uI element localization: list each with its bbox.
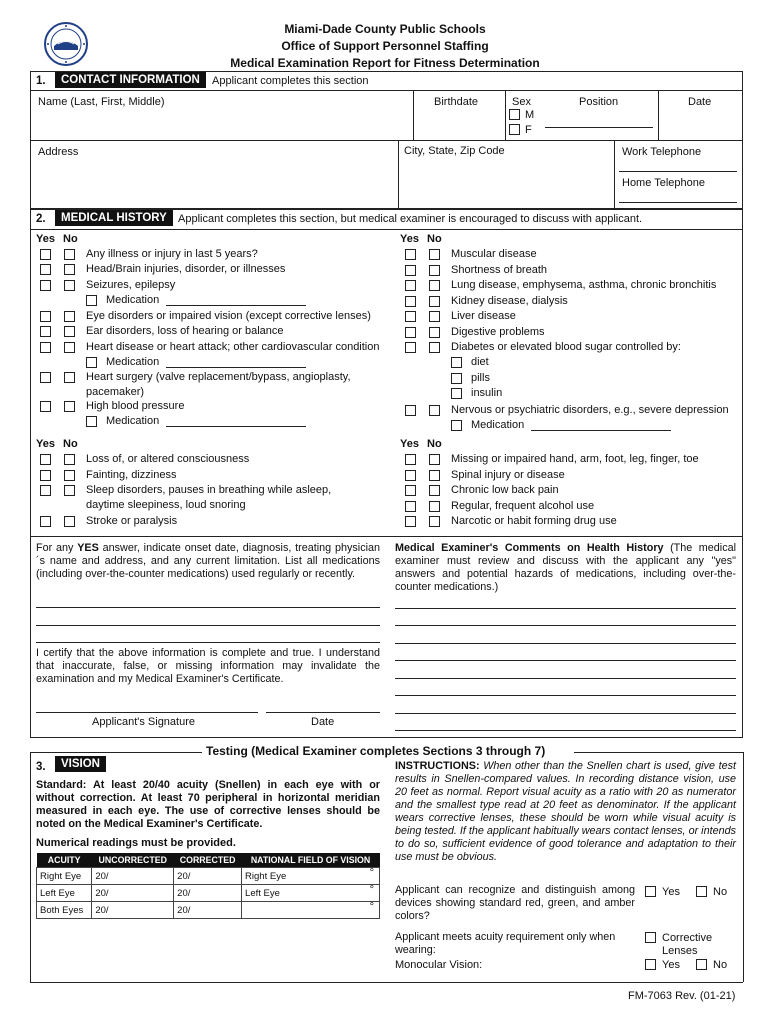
no-checkbox[interactable] bbox=[64, 485, 75, 496]
monocular-yes-label: Yes bbox=[662, 959, 680, 971]
explanation-line[interactable] bbox=[36, 642, 380, 643]
examiner-comment-line[interactable] bbox=[395, 625, 736, 626]
yes-checkbox[interactable] bbox=[40, 401, 51, 412]
no-checkbox[interactable] bbox=[64, 454, 75, 465]
vision-row bbox=[37, 885, 380, 902]
no-checkbox[interactable] bbox=[429, 342, 440, 353]
medication-checkbox[interactable] bbox=[86, 295, 97, 306]
no-checkbox[interactable] bbox=[429, 280, 440, 291]
condition-label: Narcotic or habit forming drug use bbox=[451, 515, 617, 527]
corrective-lenses-checkbox[interactable] bbox=[645, 932, 656, 943]
condition-label: Ear disorders, loss of hearing or balance bbox=[86, 325, 284, 337]
color-no-checkbox[interactable] bbox=[696, 886, 707, 897]
no-checkbox[interactable] bbox=[64, 401, 75, 412]
condition-label: Regular, frequent alcohol use bbox=[451, 499, 595, 512]
sex-f-checkbox[interactable] bbox=[509, 124, 520, 135]
yes-checkbox[interactable] bbox=[405, 470, 416, 481]
org-name: Miami-Dade County Public Schools bbox=[284, 22, 486, 36]
yes-checkbox[interactable] bbox=[405, 311, 416, 322]
condition-label: Eye disorders or impaired vision (except corrective lenses) bbox=[86, 310, 371, 322]
yes-checkbox[interactable] bbox=[405, 342, 416, 353]
no-checkbox[interactable] bbox=[64, 516, 75, 527]
home-phone-label: Home Telephone bbox=[622, 177, 705, 189]
acuity-cell: Both Eyes bbox=[37, 902, 92, 919]
name-label: Name (Last, First, Middle) bbox=[38, 96, 165, 108]
no-checkbox[interactable] bbox=[429, 296, 440, 307]
condition-label: Shortness of breath bbox=[451, 263, 548, 276]
vision-instructions: INSTRUCTIONS: When other than the Snellen chart is used, give test results in Snellen-compared values. In recording distance vision, use 20 feet as normal. Report visual acuity as a ratio with 20 as numerator and the smallest type read at 20 feet as denominator. If the applicant wears corrective lenses, these should be worn while visual acuity is being tested. If the applicant habitually wears contact lenses, or intends to do so, sufficient evidence of good tolerance and adaptation to their use must be obvious. bbox=[395, 760, 736, 863]
yes-checkbox[interactable] bbox=[405, 265, 416, 276]
section-2-note: Applicant completes this section, but medical examiner is encouraged to discuss with applicant. bbox=[178, 213, 643, 225]
no-checkbox[interactable] bbox=[429, 327, 440, 338]
diabetes-sub-label: insulin bbox=[471, 387, 503, 399]
no-header: No bbox=[63, 438, 78, 450]
condition-label: Spinal injury or disease bbox=[451, 468, 565, 481]
condition-label: Heart disease or heart attack; other cardiovascular condition bbox=[86, 341, 380, 353]
vision-row bbox=[37, 902, 380, 919]
position-field[interactable] bbox=[545, 127, 653, 128]
vision-table bbox=[36, 853, 380, 919]
medication-checkbox[interactable] bbox=[86, 357, 97, 368]
examiner-comment-line[interactable] bbox=[395, 678, 736, 679]
degree-symbol: ° bbox=[369, 867, 374, 879]
examiner-comment-line[interactable] bbox=[395, 730, 736, 731]
yes-checkbox[interactable] bbox=[40, 280, 51, 291]
yes-checkbox[interactable] bbox=[40, 249, 51, 260]
yes-checkbox[interactable] bbox=[405, 485, 416, 496]
form-title: Medical Examination Report for Fitness Determination bbox=[230, 56, 540, 70]
col-corrected: CORRECTED bbox=[174, 853, 242, 868]
no-checkbox[interactable] bbox=[429, 265, 440, 276]
degree-symbol: ° bbox=[369, 884, 374, 896]
no-checkbox[interactable] bbox=[429, 501, 440, 512]
degree-symbol: ° bbox=[369, 901, 374, 913]
explanation-line[interactable] bbox=[36, 625, 380, 626]
applicant-signature-field[interactable] bbox=[36, 712, 258, 713]
field-cell[interactable]: Left Eye ° bbox=[242, 885, 380, 902]
condition-label: Any illness or injury in last 5 years? bbox=[86, 248, 258, 260]
medication-field[interactable] bbox=[531, 430, 671, 431]
no-checkbox[interactable] bbox=[64, 280, 75, 291]
no-checkbox[interactable] bbox=[429, 485, 440, 496]
corrected-cell[interactable]: 20/ bbox=[174, 902, 242, 919]
no-header: No bbox=[63, 233, 78, 245]
no-checkbox[interactable] bbox=[64, 264, 75, 275]
condition-label: Nervous or psychiatric disorders, e.g., severe depression bbox=[451, 404, 729, 416]
field-cell[interactable] bbox=[242, 902, 380, 919]
vision-standard: Standard: At least 20/40 acuity (Snellen) in each eye with or without correction. At least 70 peripheral in horizontal meridian measured in each eye. The use of corrective lenses should be noted on the Medical Examiner's Certificate. bbox=[36, 779, 380, 830]
condition-label: Loss of, or altered consciousness bbox=[86, 453, 250, 465]
examiner-comment-line[interactable] bbox=[395, 695, 736, 696]
yes-checkbox[interactable] bbox=[40, 516, 51, 527]
uncorrected-cell[interactable]: 20/ bbox=[92, 885, 174, 902]
no-checkbox[interactable] bbox=[429, 249, 440, 260]
no-checkbox[interactable] bbox=[429, 470, 440, 481]
section-3-title: VISION bbox=[55, 756, 106, 772]
sex-label: Sex bbox=[512, 96, 531, 108]
condition-label: Missing or impaired hand, arm, foot, leg, finger, toe bbox=[451, 453, 699, 465]
yes-checkbox[interactable] bbox=[405, 249, 416, 260]
medication-label: Medication bbox=[106, 415, 160, 427]
numerical-readings-note: Numerical readings must be provided. bbox=[36, 837, 236, 849]
sex-f-label: F bbox=[525, 124, 532, 136]
col-field-of-vision: NATIONAL FIELD OF VISION bbox=[242, 853, 380, 868]
yes-checkbox[interactable] bbox=[40, 326, 51, 337]
examiner-comment-line[interactable] bbox=[395, 608, 736, 609]
condition-label: Head/Brain injuries, disorder, or illnesses bbox=[86, 263, 286, 275]
diabetes-sub-checkbox[interactable] bbox=[451, 357, 462, 368]
no-checkbox[interactable] bbox=[429, 516, 440, 527]
work-phone-field[interactable] bbox=[619, 171, 737, 172]
sex-m-label: M bbox=[525, 109, 535, 121]
condition-label: Digestive problems bbox=[451, 325, 545, 338]
section-1-note: Applicant completes this section bbox=[212, 75, 369, 87]
examiner-comment-line[interactable] bbox=[395, 643, 736, 644]
condition-label: daytime sleepiness, loud snoring bbox=[86, 499, 246, 511]
corrective-label: Corrective bbox=[662, 932, 713, 944]
corrected-cell[interactable]: 20/ bbox=[174, 868, 242, 885]
medication-checkbox[interactable] bbox=[451, 420, 462, 431]
yes-checkbox[interactable] bbox=[405, 454, 416, 465]
address-label: Address bbox=[38, 146, 79, 158]
diabetes-sub-label: pills bbox=[471, 371, 490, 384]
condition-label: Chronic low back pain bbox=[451, 484, 559, 496]
birthdate-label: Birthdate bbox=[434, 96, 479, 108]
color-no-label: No bbox=[713, 886, 728, 898]
corrected-cell[interactable]: 20/ bbox=[174, 885, 242, 902]
examiner-comments-instructions: Medical Examiner's Comments on Health History (The medical examiner must review and discuss with the applicant any "yes" answers and potential hazards of medications, including over-the-counter medications.) bbox=[395, 542, 737, 593]
city-label: City, State, Zip Code bbox=[404, 145, 505, 157]
yes-answer-instructions: For any YES answer, indicate onset date, diagnosis, treating physician´s name and address, and any current limitation. List all medications (including over-the-counter medications) used regularly or recently. bbox=[36, 542, 380, 580]
condition-label: Heart surgery (valve replacement/bypass, angioplasty, bbox=[86, 371, 351, 383]
no-checkbox[interactable] bbox=[64, 249, 75, 260]
uncorrected-cell[interactable]: 20/ bbox=[92, 868, 174, 885]
condition-label: Stroke or paralysis bbox=[86, 515, 178, 527]
monocular-yes-checkbox[interactable] bbox=[645, 959, 656, 970]
medication-field[interactable] bbox=[166, 305, 306, 306]
condition-label: Diabetes or elevated blood sugar controlled by: bbox=[451, 341, 681, 353]
acuity-cell: Left Eye bbox=[37, 885, 92, 902]
no-header: No bbox=[427, 438, 442, 450]
yes-checkbox[interactable] bbox=[40, 311, 51, 322]
section-2-number: 2. bbox=[36, 213, 46, 225]
medication-label: Medication bbox=[471, 419, 525, 431]
yes-checkbox[interactable] bbox=[405, 280, 416, 291]
form-number: FM-7063 Rev. (01-21) bbox=[628, 990, 736, 1002]
yes-checkbox[interactable] bbox=[405, 327, 416, 338]
medication-field[interactable] bbox=[166, 367, 306, 368]
condition-label: Liver disease bbox=[451, 310, 516, 322]
yes-checkbox[interactable] bbox=[40, 372, 51, 383]
vision-row bbox=[37, 868, 380, 885]
certification-text: I certify that the above information is complete and true. I understand that inaccurate, false, or missing information may invalidate the examination and my Medical Examiner's Certificate. bbox=[36, 647, 380, 685]
acuity-cell: Right Eye bbox=[37, 868, 92, 885]
condition-label: High blood pressure bbox=[86, 400, 185, 412]
condition-label: Lung disease, emphysema, asthma, chronic bronchitis bbox=[451, 279, 717, 291]
condition-label: Kidney disease, dialysis bbox=[451, 294, 568, 307]
signature-date-label: Date bbox=[311, 716, 335, 728]
medication-field[interactable] bbox=[166, 426, 306, 427]
condition-label: Fainting, dizziness bbox=[86, 469, 177, 481]
medication-checkbox[interactable] bbox=[86, 416, 97, 427]
examiner-comment-line[interactable] bbox=[395, 713, 736, 714]
condition-label: Muscular disease bbox=[451, 248, 537, 260]
yes-checkbox[interactable] bbox=[405, 405, 416, 416]
yes-checkbox[interactable] bbox=[40, 470, 51, 481]
monocular-no-label: No bbox=[713, 959, 728, 971]
home-phone-field[interactable] bbox=[619, 202, 737, 203]
no-checkbox[interactable] bbox=[429, 405, 440, 416]
no-checkbox[interactable] bbox=[64, 311, 75, 322]
explanation-line[interactable] bbox=[36, 607, 380, 608]
acuity-question: Applicant meets acuity requirement only when wearing: bbox=[395, 931, 616, 956]
color-yes-label: Yes bbox=[662, 886, 680, 898]
color-yes-checkbox[interactable] bbox=[645, 886, 656, 897]
field-cell[interactable]: Right Eye ° bbox=[242, 868, 380, 885]
yes-checkbox[interactable] bbox=[40, 264, 51, 275]
signature-date-field[interactable] bbox=[266, 712, 380, 713]
date-label: Date bbox=[688, 96, 712, 108]
section-1-number: 1. bbox=[36, 75, 46, 87]
sex-m-checkbox[interactable] bbox=[509, 109, 520, 120]
no-checkbox[interactable] bbox=[64, 372, 75, 383]
monocular-label: Monocular Vision: bbox=[395, 959, 483, 971]
color-question: Applicant can recognize and distinguish among devices showing standard red, green, and amber colors? bbox=[395, 884, 635, 922]
monocular-no-checkbox[interactable] bbox=[696, 959, 707, 970]
yes-checkbox[interactable] bbox=[405, 516, 416, 527]
no-header: No bbox=[427, 233, 442, 245]
office-name: Office of Support Personnel Staffing bbox=[281, 39, 489, 53]
yes-checkbox[interactable] bbox=[405, 296, 416, 307]
position-label: Position bbox=[579, 96, 619, 108]
section-1-title: CONTACT INFORMATION bbox=[55, 72, 206, 88]
condition-label: Sleep disorders, pauses in breathing while asleep, bbox=[86, 484, 332, 496]
no-checkbox[interactable] bbox=[64, 470, 75, 481]
yes-header: Yes bbox=[36, 438, 55, 450]
yes-header: Yes bbox=[400, 233, 419, 245]
yes-header: Yes bbox=[400, 438, 419, 450]
condition-label: pacemaker) bbox=[86, 386, 145, 398]
no-checkbox[interactable] bbox=[64, 326, 75, 337]
medication-label: Medication bbox=[106, 356, 160, 368]
section-3-number: 3. bbox=[36, 761, 46, 773]
section-2-title: MEDICAL HISTORY bbox=[55, 210, 173, 226]
no-checkbox[interactable] bbox=[64, 342, 75, 353]
lenses-label: Lenses bbox=[662, 945, 698, 957]
yes-checkbox[interactable] bbox=[40, 485, 51, 496]
uncorrected-cell[interactable]: 20/ bbox=[92, 902, 174, 919]
no-checkbox[interactable] bbox=[429, 454, 440, 465]
medication-label: Medication bbox=[106, 294, 160, 306]
yes-checkbox[interactable] bbox=[40, 454, 51, 465]
yes-checkbox[interactable] bbox=[405, 501, 416, 512]
col-uncorrected: UNCORRECTED bbox=[92, 853, 174, 868]
examiner-comment-line[interactable] bbox=[395, 660, 736, 661]
diabetes-sub-checkbox[interactable] bbox=[451, 388, 462, 399]
col-acuity: ACUITY bbox=[37, 853, 92, 868]
yes-header: Yes bbox=[36, 233, 55, 245]
diabetes-sub-checkbox[interactable] bbox=[451, 373, 462, 384]
diabetes-sub-label: diet bbox=[471, 356, 489, 368]
no-checkbox[interactable] bbox=[429, 311, 440, 322]
yes-checkbox[interactable] bbox=[40, 342, 51, 353]
work-phone-label: Work Telephone bbox=[622, 146, 702, 158]
testing-title: Testing (Medical Examiner completes Sections 3 through 7) bbox=[206, 744, 546, 758]
signature-label: Applicant's Signature bbox=[92, 716, 195, 728]
condition-label: Seizures, epilepsy bbox=[86, 279, 176, 291]
